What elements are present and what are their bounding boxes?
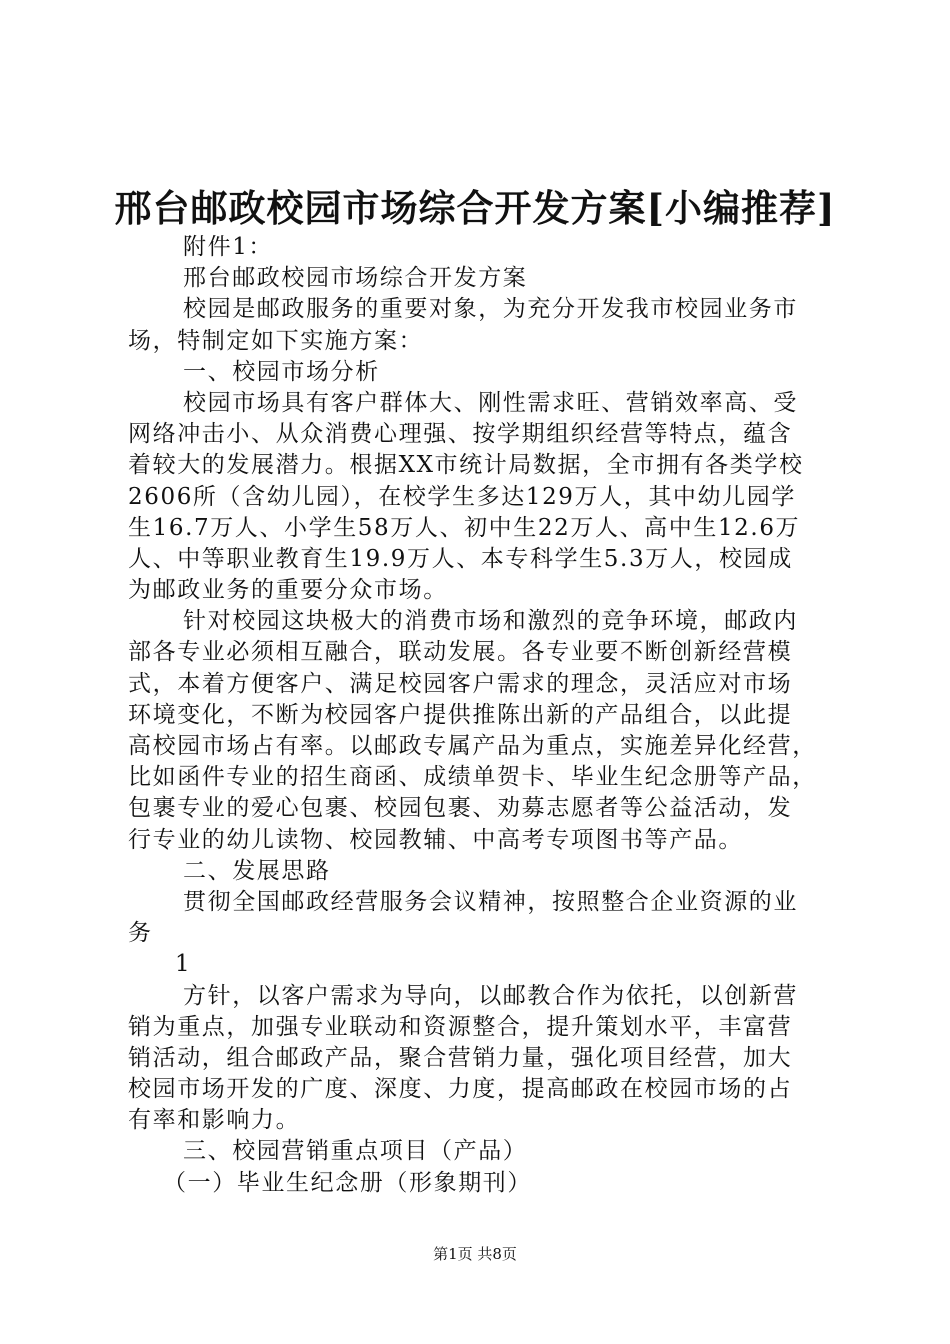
paragraph-line: 为邮政业务的重要分众市场。 <box>128 577 448 604</box>
paragraph-line: 环境变化，不断为校园客户提供推陈出新的产品组合，以此提 <box>128 701 793 728</box>
inline-page-number: 1 <box>175 951 192 978</box>
paragraph-line: 校园是邮政服务的重要对象，为充分开发我市校园业务市 <box>183 296 798 323</box>
paragraph-line: 有率和影响力。 <box>128 1107 301 1134</box>
paragraph-line: 人、中等职业教育生19.9万人、本专科学生5.3万人，校园成 <box>128 545 793 572</box>
section-heading: 三、校园营销重点项目（产品） <box>183 1138 528 1165</box>
paragraph-line: 行专业的幼儿读物、校园教辅、中高考专项图书等产品。 <box>128 826 743 853</box>
paragraph-line: 部各专业必须相互融合，联动发展。各专业要不断创新经营模 <box>128 639 793 666</box>
subtitle: 邢台邮政校园市场综合开发方案 <box>183 265 528 292</box>
section-heading: 二、发展思路 <box>183 857 331 884</box>
page-footer: 第1页 共8页 <box>433 1245 517 1263</box>
paragraph-line: 网络冲击小、从众消费心理强、按学期组织经营等特点，蕴含 <box>128 421 793 448</box>
paragraph-line: 比如函件专业的招生商函、成绩单贺卡、毕业生纪念册等产品， <box>128 764 817 791</box>
paragraph-line: 式，本着方便客户、满足校园客户需求的理念，灵活应对市场 <box>128 670 793 697</box>
paragraph-line: 高校园市场占有率。以邮政专属产品为重点，实施差异化经营， <box>128 733 817 759</box>
subsection-heading: （一）毕业生纪念册（形象期刊） <box>163 1169 532 1196</box>
document-title: 邢台邮政校园市场综合开发方案[小编推荐] <box>114 186 836 230</box>
paragraph-line: 针对校园这块极大的消费市场和激烈的竞争环境，邮政内 <box>183 608 798 635</box>
attachment-label: 附件1： <box>183 234 274 260</box>
paragraph-line: 销为重点，加强专业联动和资源整合，提升策划水平，丰富营 <box>128 1013 793 1040</box>
paragraph-line: 着较大的发展潜力。根据XX市统计局数据，全市拥有各类学校 <box>128 452 804 479</box>
paragraph-line: 校园市场具有客户群体大、刚性需求旺、营销效率高、受 <box>183 389 798 416</box>
paragraph-line: 贯彻全国邮政经营服务会议精神，按照整合企业资源的业 <box>183 888 798 915</box>
paragraph-line: 生16.7万人、小学生58万人、初中生22万人、高中生12.6万 <box>128 514 801 541</box>
paragraph-line: 方针，以客户需求为导向，以邮教合作为依托，以创新营 <box>183 982 798 1009</box>
paragraph-line: 2606所（含幼儿园），在校学生多达129万人，其中幼儿园学 <box>128 483 796 510</box>
paragraph-line: 包裹专业的爱心包裹、校园包裹、劝募志愿者等公益活动，发 <box>128 795 793 822</box>
paragraph-line: 校园市场开发的广度、深度、力度，提高邮政在校园市场的占 <box>128 1076 793 1103</box>
paragraph-line: 务 <box>128 920 153 947</box>
document-body <box>128 232 834 1199</box>
paragraph-line: 场，特制定如下实施方案： <box>128 327 424 354</box>
paragraph-line: 销活动，组合邮政产品，聚合营销力量，强化项目经营，加大 <box>128 1044 793 1071</box>
section-heading: 一、校园市场分析 <box>183 358 380 385</box>
